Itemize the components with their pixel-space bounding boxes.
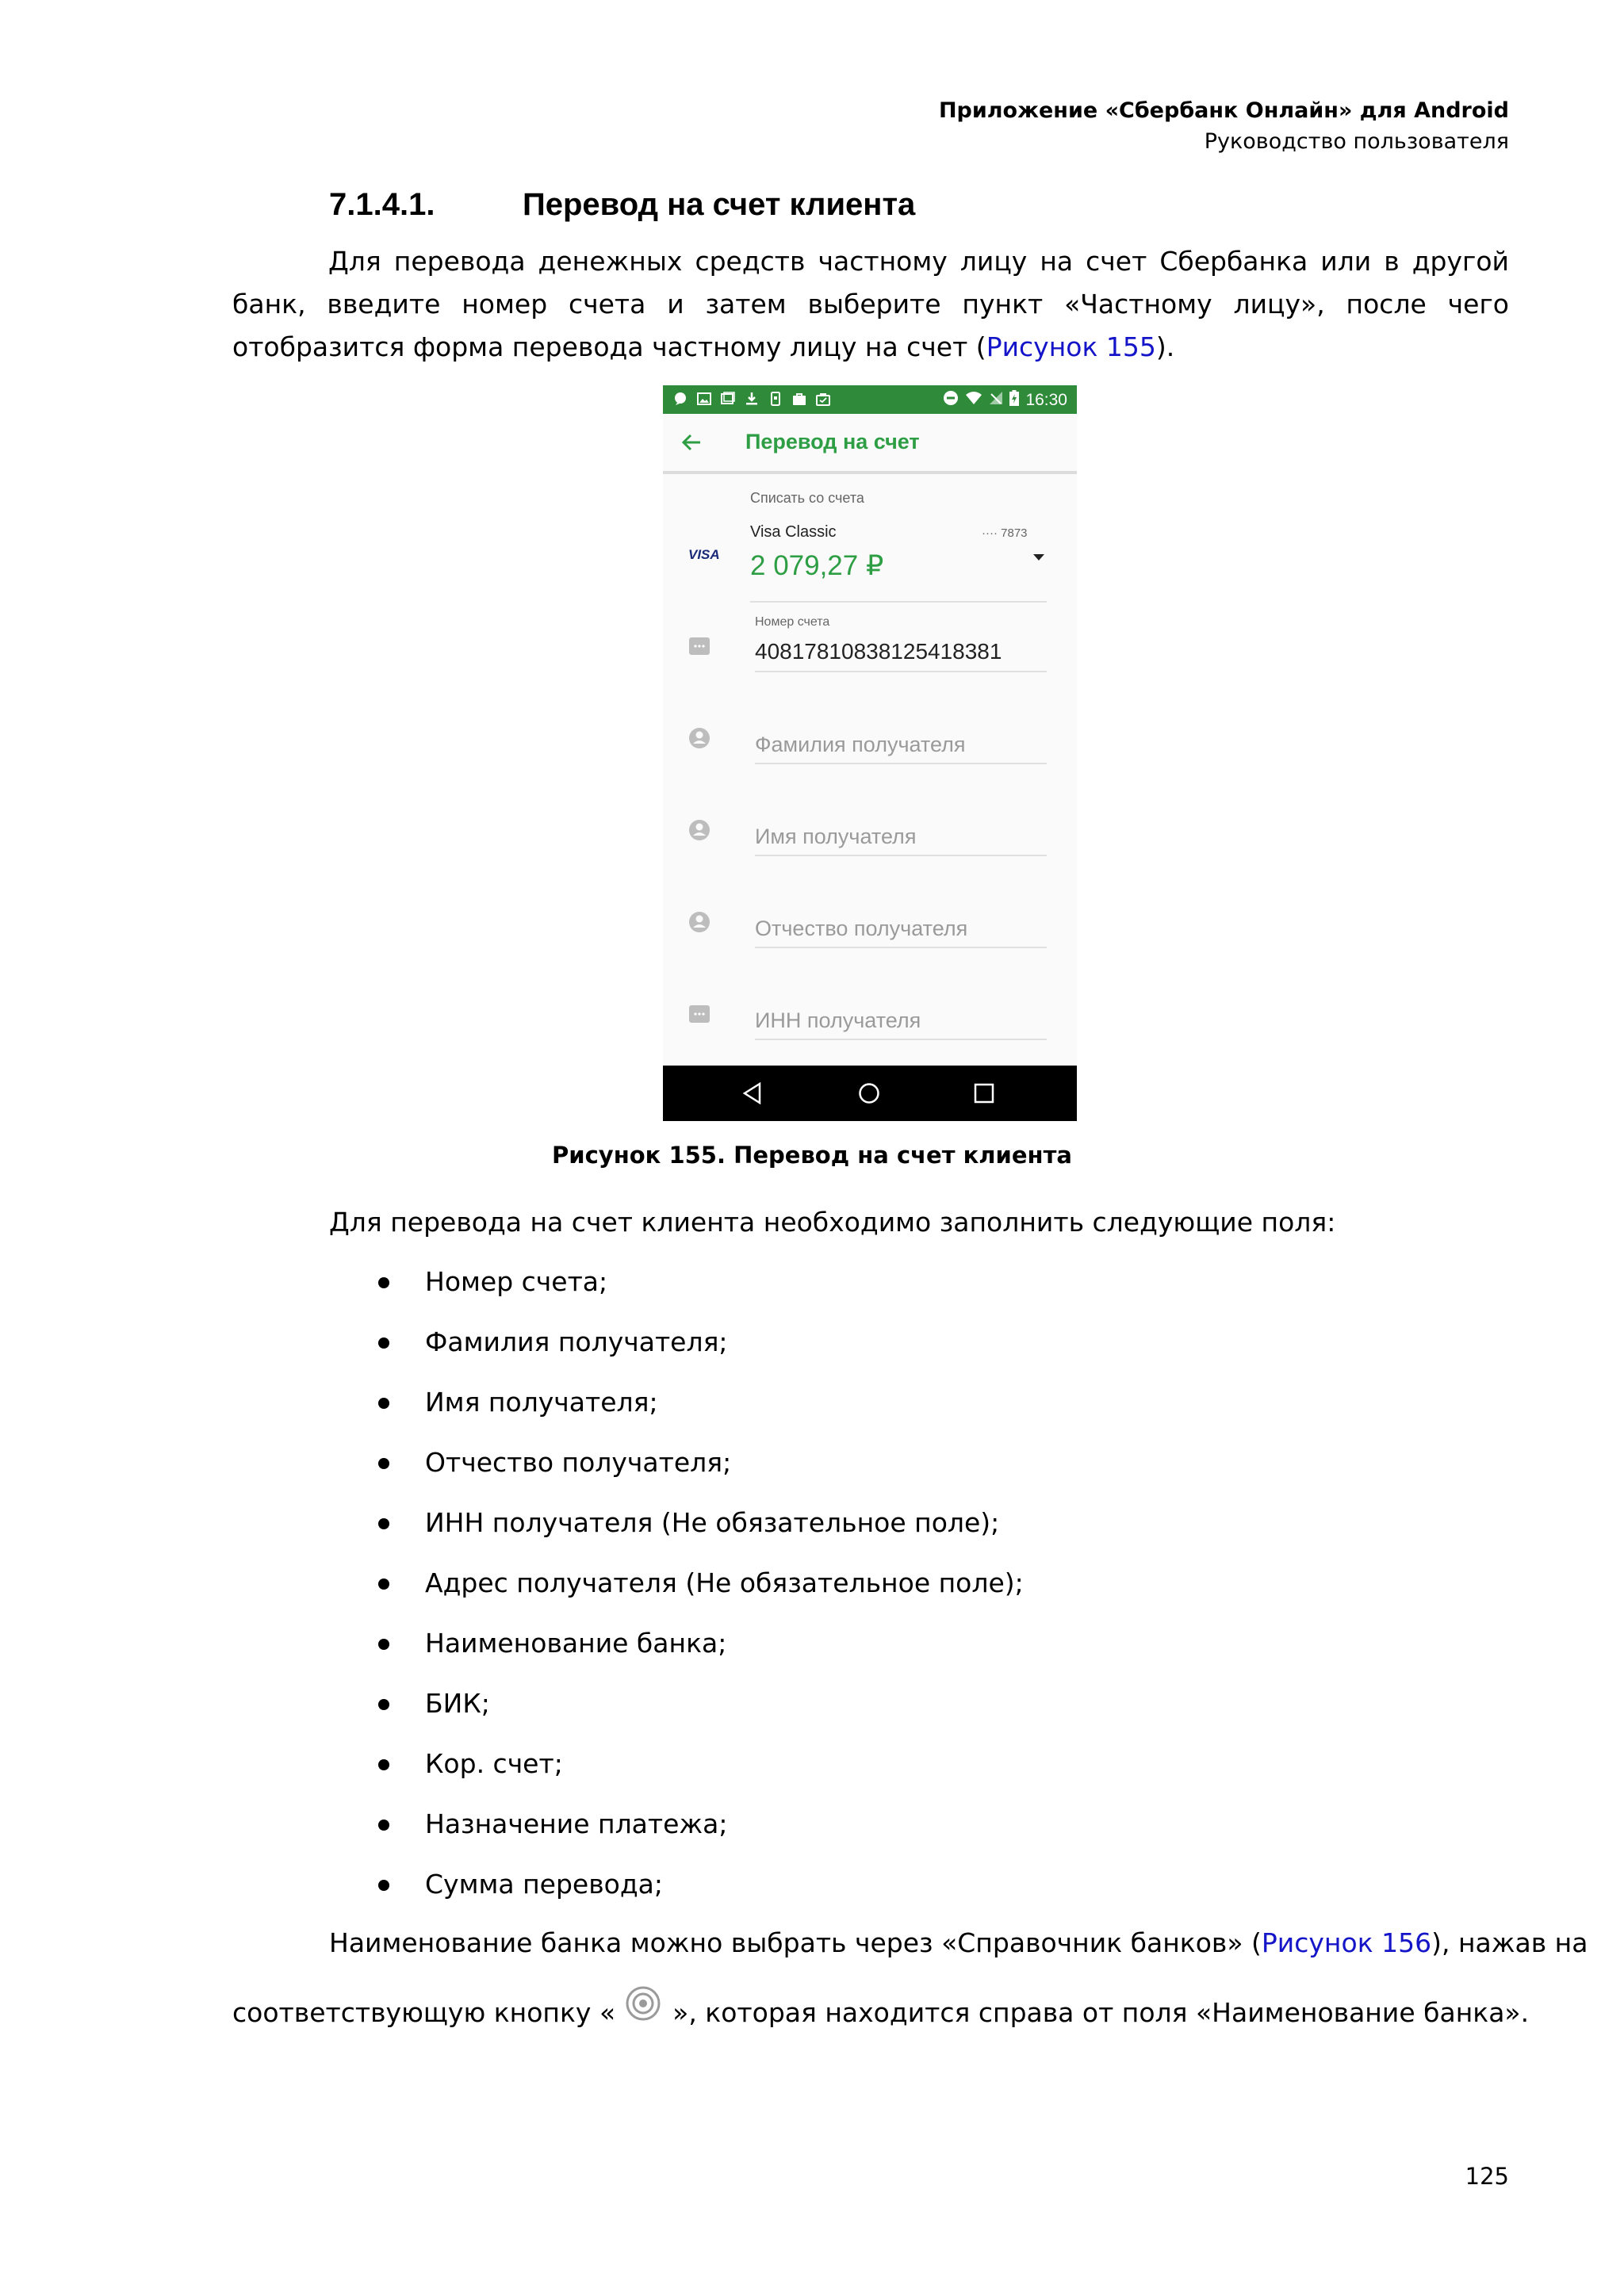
bank-note-line2: соответствующую кнопку « », которая находится справа от поля «Наименование банка».: [232, 1985, 1529, 2034]
account-number-field[interactable]: 40817810838125418381: [755, 639, 1002, 664]
person-icon: [688, 819, 710, 841]
card-number-mask: ···· 7873: [982, 526, 1028, 540]
list-item: Наименование банка;: [373, 1622, 1024, 1682]
bullet: [378, 1518, 389, 1529]
header-title: Приложение «Сбербанк Онлайн» для Android: [938, 98, 1509, 123]
intro-text: Для перевода денежных средств частному лицу на счет Сбербанка или в другой банк, введите номер счета и затем выберите пункт «Частному лицу», после чего отобразится форма перевода частному лицу на счет (: [232, 246, 1509, 362]
nav-recents-icon[interactable]: [974, 1082, 994, 1108]
image-icon: [696, 391, 712, 407]
section-number: 7.1.4.1.: [329, 187, 435, 222]
required-fields-list: [373, 1261, 1024, 1923]
list-item: ИНН получателя (Не обязательное поле);: [373, 1502, 1024, 1562]
recipient-inn-input[interactable]: ИНН получателя: [755, 1008, 921, 1032]
list-item: Сумма перевода;: [373, 1863, 1024, 1923]
figure-caption: Рисунок 155. Перевод на счет клиента: [552, 1142, 1072, 1169]
recipient-patronymic-input[interactable]: Отчество получателя: [755, 916, 968, 940]
card-name: Visa Classic: [750, 523, 837, 541]
divider: [755, 855, 1047, 856]
battery-icon: [1009, 390, 1019, 411]
person-icon: [688, 727, 710, 749]
android-nav-bar: [663, 1066, 1077, 1121]
list-item: Отчество получателя;: [373, 1441, 1024, 1502]
list-item: Имя получателя;: [373, 1381, 1024, 1441]
intro-text-end: ).: [1155, 331, 1175, 362]
system-status: [943, 390, 1067, 411]
card-icon: [688, 1003, 710, 1025]
figure-155-link[interactable]: Рисунок 155: [986, 331, 1156, 362]
recipient-name-input[interactable]: Имя получателя: [755, 825, 917, 848]
gallery-icon: [720, 391, 736, 407]
account-number-label: Номер счета: [755, 615, 830, 629]
from-account-label: Списать со счета: [750, 490, 864, 506]
status-time: 16:30: [1025, 391, 1067, 409]
recipient-surname-input[interactable]: Фамилия получателя: [755, 733, 966, 756]
divider: [755, 763, 1047, 764]
bullet: [378, 1759, 389, 1770]
header-subtitle: Руководство пользователя: [1204, 129, 1509, 154]
wifi-icon: [965, 391, 982, 410]
person-icon: [688, 911, 710, 933]
card-icon: [688, 635, 710, 657]
visa-logo: VISA: [688, 547, 720, 562]
bullet: [378, 1337, 389, 1349]
chat-icon: [672, 391, 688, 407]
do-not-disturb-icon: [943, 390, 959, 411]
list-item: Кор. счет;: [373, 1743, 1024, 1803]
bullet: [378, 1820, 389, 1831]
divider: [755, 671, 1047, 672]
download-icon: [744, 391, 760, 407]
bullet: [378, 1277, 389, 1288]
nav-back-icon[interactable]: [742, 1082, 763, 1108]
divider: [755, 1039, 1047, 1040]
list-item: Номер счета;: [373, 1261, 1024, 1321]
bullet: [378, 1639, 389, 1650]
bullet: [378, 1699, 389, 1710]
dropdown-arrow-icon[interactable]: [1033, 549, 1044, 564]
list-item: Фамилия получателя;: [373, 1321, 1024, 1381]
notification-icons: [672, 391, 831, 407]
phone-sms-icon: [768, 391, 783, 407]
intro-paragraph: [232, 240, 1509, 369]
section-title: Перевод на счет клиента: [523, 187, 916, 222]
target-icon: [622, 1985, 665, 2028]
screen-title: Перевод на счет: [745, 430, 920, 453]
divider: [755, 947, 1047, 948]
list-item: БИК;: [373, 1682, 1024, 1743]
list-item: Назначение платежа;: [373, 1803, 1024, 1863]
phone-screenshot: [663, 385, 1077, 1121]
card-balance: 2 079,27 ₽: [750, 550, 884, 581]
signal-icon: [989, 391, 1003, 410]
page-number: 125: [1465, 2163, 1509, 2190]
fields-intro: Для перевода на счет клиента необходимо заполнить следующие поля:: [329, 1207, 1336, 1238]
nav-home-icon[interactable]: [858, 1082, 880, 1108]
figure-156-link[interactable]: Рисунок 156: [1261, 1927, 1432, 1958]
bullet: [378, 1578, 389, 1590]
back-arrow-icon[interactable]: [680, 431, 703, 457]
list-item: Адрес получателя (Не обязательное поле);: [373, 1562, 1024, 1622]
bank-note-line1: Наименование банка можно выбрать через «Справочник банков» (Рисунок 156), нажав на: [329, 1927, 1588, 1958]
bag-icon: [791, 391, 807, 407]
bullet: [378, 1880, 389, 1891]
bullet: [378, 1398, 389, 1409]
briefcase-icon: [815, 391, 831, 407]
bullet: [378, 1458, 389, 1469]
status-bar: [663, 385, 1077, 414]
divider: [750, 601, 1047, 603]
app-bar: [663, 414, 1077, 474]
